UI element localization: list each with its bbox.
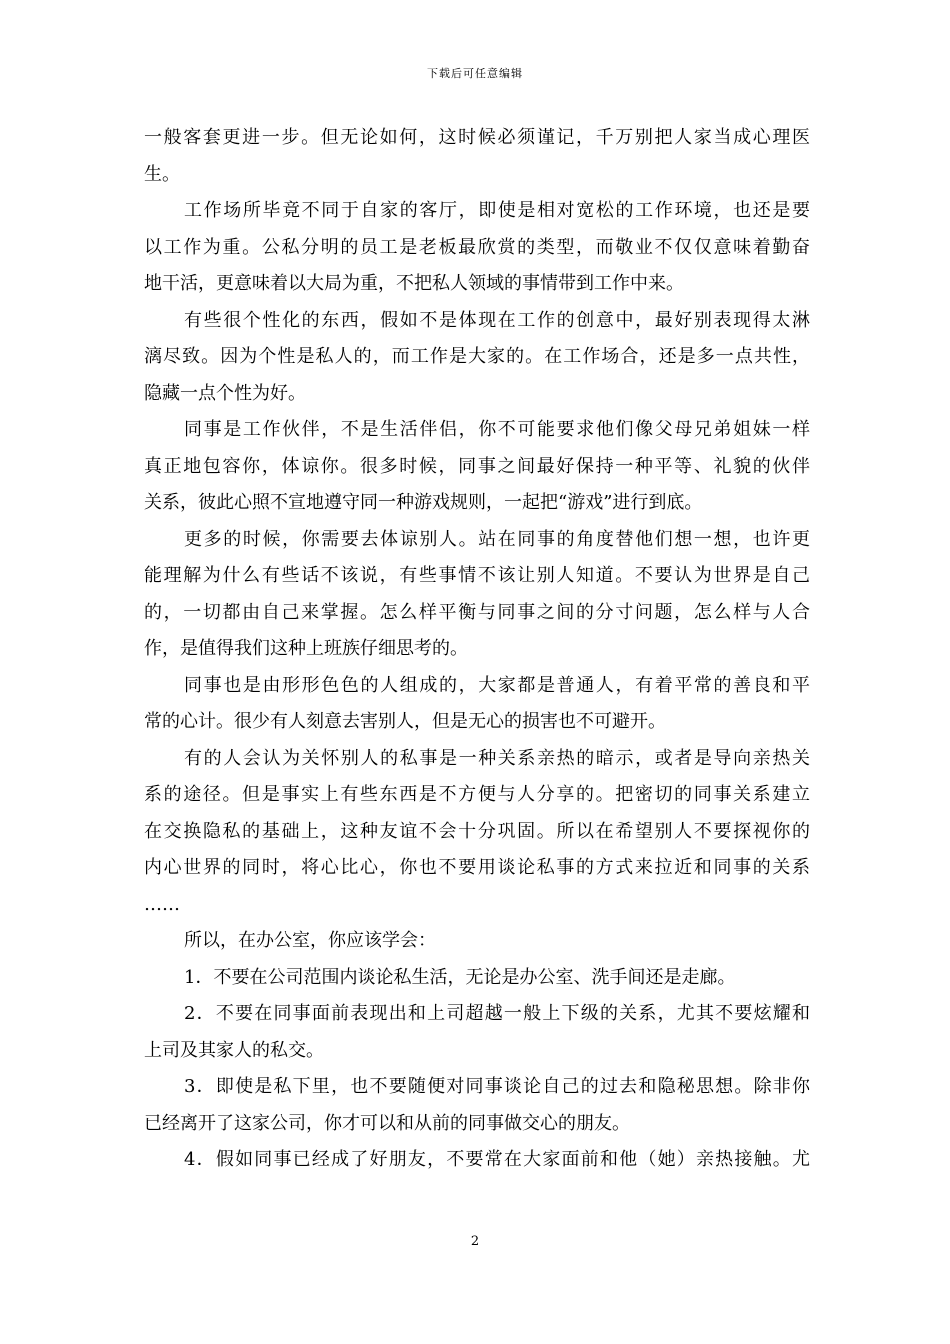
text-line: 有些很个性化的东西，假如不是体现在工作的创意中，最好别表现得太淋 [184,309,810,331]
text-line: 常的心计。很少有人刻意去害别人，但是无心的损害也不可避开。 [144,711,666,732]
text-line: 在交换隐私的基础上，这种友谊不会十分巩固。所以在希望别人不要探视你的 [144,820,810,842]
text-line: 关系，彼此心照不宣地遵守同一种游戏规则，一起把“游戏”进行到底。 [144,492,703,513]
text-line: 1．不要在公司范围内谈论私生活，无论是办公室、洗手间还是走廊。 [184,966,736,988]
document-body [144,120,810,1179]
text-line: 工作场所毕竟不同于自家的客厅，即使是相对宽松的工作环境，也还是要 [184,200,810,221]
text-line: 能理解为什么有些话不该说，有些事情不该让别人知道。不要认为世界是自己 [144,565,810,586]
text-line: 2．不要在同事面前表现出和上司超越一般上下级的关系，尤其不要炫耀和 [184,1003,810,1024]
page-header: 下载后可任意编辑 [427,67,523,80]
page-number: 2 [470,1234,480,1249]
text-line: …… [144,893,180,915]
text-line: 的，一切都由自己来掌握。怎么样平衡与同事之间的分寸问题，怎么样与人合 [144,601,810,623]
text-line: 已经离开了这家公司，你才可以和从前的同事做交心的朋友。 [144,1112,630,1134]
text-line: 上司及其家人的私交。 [144,1039,324,1061]
text-line: 地干活，更意味着以大局为重，不把私人领域的事情带到工作中来。 [144,273,684,294]
text-line: 作，是值得我们这种上班族仔细思考的。 [144,638,468,659]
text-line: 真正地包容你，体谅你。很多时候，同事之间最好保持一种平等、礼貌的伙伴 [144,455,810,477]
text-line: 同事是工作伙伴，不是生活伴侣，你不可能要求他们像父母兄弟姐妹一样 [184,419,810,440]
text-line: 生。 [144,163,180,185]
text-line: 4．假如同事已经成了好朋友，不要常在大家面前和他（她）亲热接触。尤 [184,1149,810,1170]
text-line: 一般客套更进一步。但无论如何，这时候必须谨记，千万别把人家当成心理医 [144,127,810,148]
text-line: 系的途径。但是事实上有些东西是不方便与人分享的。把密切的同事关系建立 [144,784,810,805]
text-line: 所以，在办公室，你应该学会： [184,930,436,951]
text-line: 漓尽致。因为个性是私人的，而工作是大家的。在工作场合，还是多一点共性， [144,346,810,367]
text-line: 3．即使是私下里，也不要随便对同事谈论自己的过去和隐秘思想。除非你 [184,1076,810,1097]
text-line: 同事也是由形形色色的人组成的，大家都是普通人，有着平常的善良和平 [184,674,810,696]
text-line: 更多的时候，你需要去体谅别人。站在同事的角度替他们想一想，也许更 [184,528,810,550]
text-line: 有的人会认为关怀别人的私事是一种关系亲热的暗示，或者是导向亲热关 [184,747,810,769]
text-line: 内心世界的同时，将心比心，你也不要用谈论私事的方式来拉近和同事的关系 [144,857,810,878]
text-line: 隐藏一点个性为好。 [144,382,306,404]
text-line: 以工作为重。公私分明的员工是老板最欣赏的类型，而敬业不仅仅意味着勤奋 [144,236,810,258]
